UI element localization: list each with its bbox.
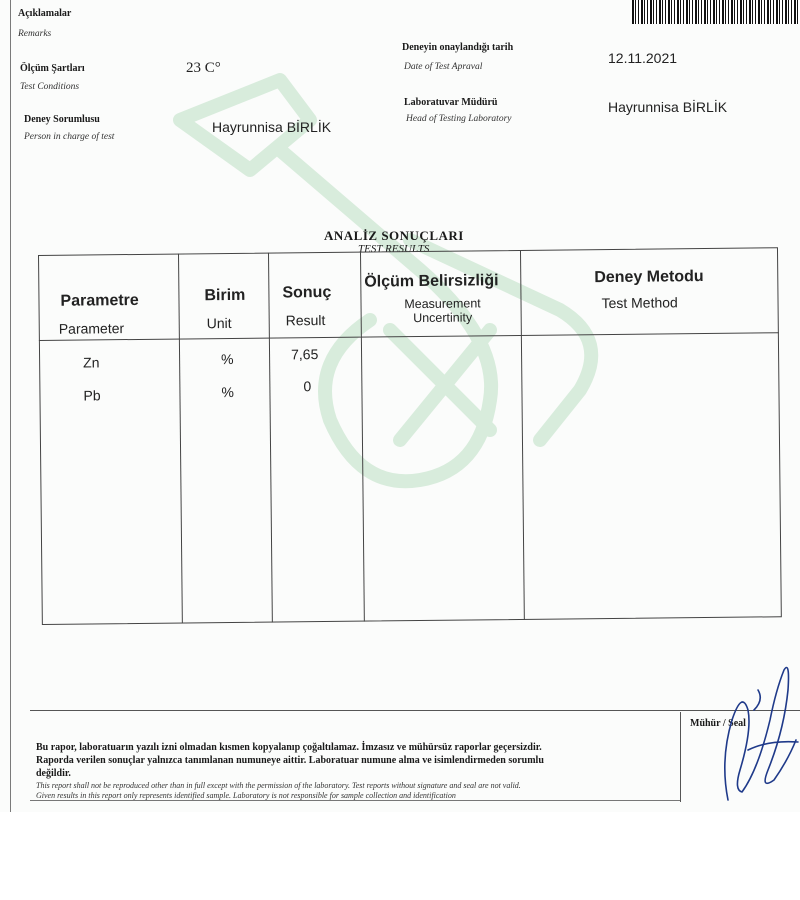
table-row-2-unit: %: [221, 383, 234, 401]
approval-date-label: Deneyin onaylandığı tarih: [402, 42, 514, 53]
header-method-en: Test Method: [601, 294, 678, 312]
footer-tr-line-1: Bu rapor, laboratuarın yazılı izni olmadan kısmen kopyalanıp çoğaltılamaz. İmzasız ve mühürsüz raporlar geçersizdir.: [36, 742, 542, 753]
header-parameter: Parametre: [60, 291, 139, 310]
lab-manager-label: Laboratuvar Müdürü: [404, 97, 498, 108]
remarks-label: Açıklamalar: [18, 8, 72, 19]
test-conditions-value: 23 C°: [186, 60, 221, 76]
table-row-1-parameter: Zn: [83, 354, 100, 371]
header-method: Deney Metodu: [594, 268, 704, 287]
footer-bottom-rule: [30, 800, 680, 801]
header-result-en: Result: [285, 311, 326, 329]
test-conditions-label: Ölçüm Şartları: [20, 63, 85, 74]
signature-mark: [718, 650, 800, 810]
page-edge: [10, 0, 11, 812]
footer-en-line-2: Given results in this report only represents identified sample. Laboratory is not responsible for sample collection and identification: [36, 791, 456, 800]
footer-tr-line-3: değildir.: [36, 768, 71, 779]
footer-tr-line-2: Raporda verilen sonuçlar yalnızca tanımlanan numuneye aittir. Laboratuar numune alma ve isimlendirmeden sorumlu: [36, 755, 544, 766]
approval-date-label-en: Date of Test Apraval: [404, 62, 483, 72]
table-row-1-result: 7,65: [290, 346, 319, 363]
section-title: ANALİZ SONUÇLARI: [324, 228, 464, 243]
table-row-1-unit: %: [221, 350, 234, 368]
header-unit-en: Unit: [206, 314, 232, 332]
seal-label: Mühür / Seal: [690, 718, 746, 729]
barcode: [632, 0, 800, 24]
header-parameter-en: Parameter: [58, 320, 125, 337]
test-conditions-label-en: Test Conditions: [20, 82, 80, 92]
results-table: [38, 247, 782, 625]
header-uncertainty: Ölçüm Belirsizliği: [364, 272, 499, 291]
header-uncertainty-en: Measurement Uncertinity: [404, 296, 481, 326]
header-result: Sonuç: [282, 283, 332, 302]
approval-date-value: 12.11.2021: [608, 50, 678, 66]
person-in-charge-value: Hayrunnisa BİRLİK: [212, 119, 332, 135]
table-row-2-result: 0: [303, 378, 312, 395]
remarks-label-en: Remarks: [18, 29, 52, 39]
person-in-charge-label: Deney Sorumlusu: [24, 114, 100, 125]
section-subtitle: TEST RESULTS: [358, 243, 430, 255]
header-unit: Birim: [204, 286, 246, 305]
lab-manager-label-en: Head of Testing Laboratory: [406, 114, 512, 124]
lab-manager-value: Hayrunnisa BİRLİK: [608, 99, 728, 115]
person-in-charge-label-en: Person in charge of test: [24, 132, 115, 142]
seal-divider: [680, 712, 681, 802]
footer-notice: [30, 710, 800, 802]
table-row-2-parameter: Pb: [83, 387, 101, 404]
footer-en-line-1: This report shall not be reproduced other than in full except with the permission of the laboratory. Test reports without signature and seal are not valid.: [36, 781, 521, 790]
